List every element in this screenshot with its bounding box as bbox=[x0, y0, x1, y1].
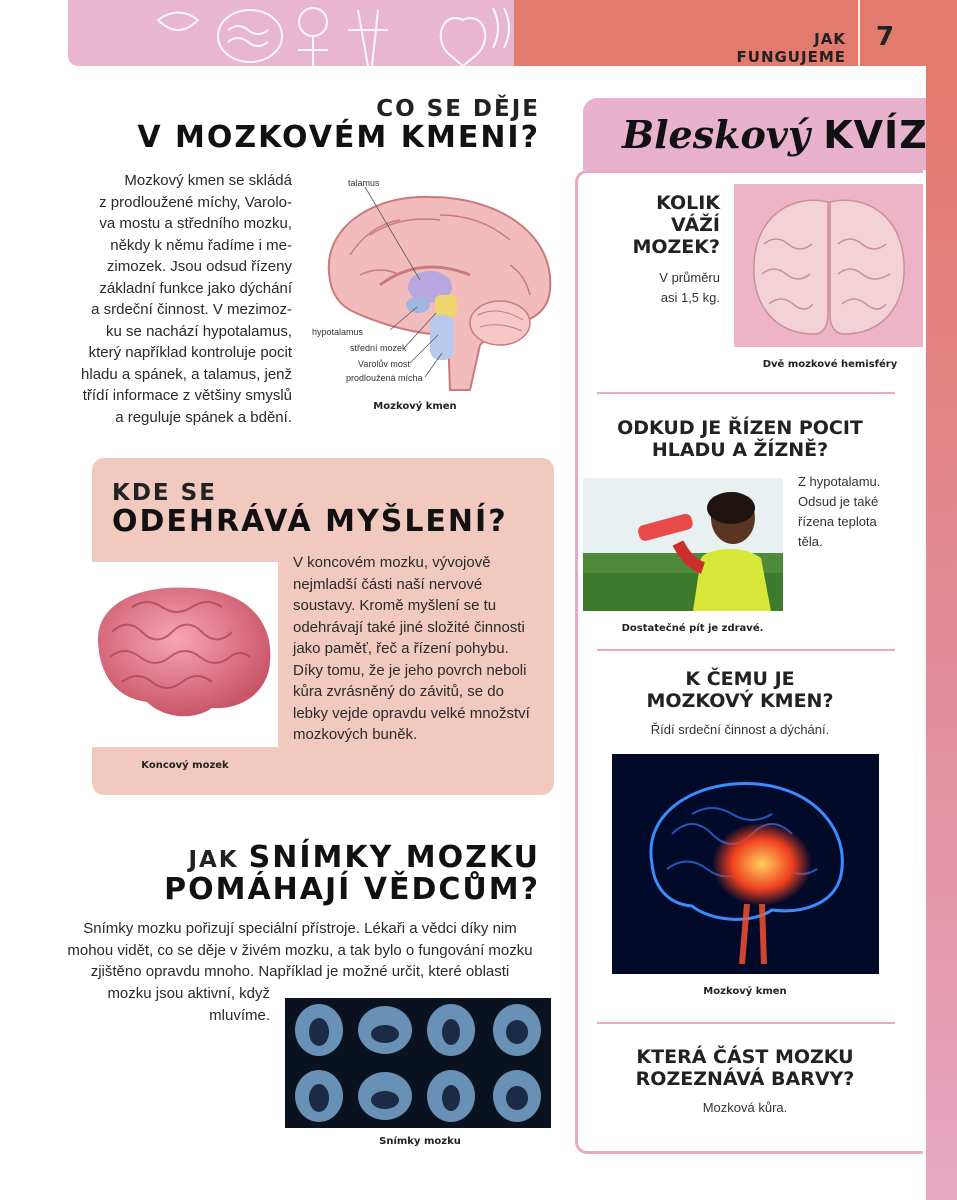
cerebrum-photo bbox=[92, 562, 278, 747]
brain-photo-icon bbox=[92, 562, 278, 747]
thinking-title-line2: ODEHRÁVÁ MYŠLENÍ? bbox=[112, 504, 508, 539]
thinking-title-line1: KDE SE bbox=[112, 480, 217, 506]
label-talamus: talamus bbox=[348, 178, 380, 188]
cerebrum-caption: Koncový mozek bbox=[141, 760, 229, 771]
boy-drinking-icon bbox=[583, 478, 783, 611]
label-medulla: prodloužená mícha bbox=[346, 373, 423, 383]
scans-title-line1: JAK SNÍMKY MOZKU bbox=[188, 840, 540, 875]
anatomy-illustration-icon bbox=[68, 0, 514, 66]
glowing-brain-icon bbox=[612, 754, 879, 974]
hemispheres-caption: Dvě mozkové hemisféry bbox=[762, 359, 898, 370]
quiz-divider-1 bbox=[597, 392, 895, 394]
drinking-caption: Dostatečné pít je zdravé. bbox=[621, 623, 764, 634]
brainstem-diagram bbox=[310, 175, 560, 400]
quiz-q1-answer: V průměru asi 1,5 kg. bbox=[659, 270, 720, 305]
quiz-title: Bleskový KVÍZ bbox=[622, 112, 928, 157]
quiz-q3-question: K ČEMU JE MOZKOVÝ KMEN? bbox=[646, 668, 834, 712]
label-pons: Varolův most bbox=[358, 359, 410, 369]
quiz-divider-3 bbox=[597, 1022, 895, 1024]
mri-scans-icon bbox=[285, 998, 551, 1128]
brainstem-glow-caption: Mozkový kmen bbox=[703, 986, 787, 997]
thinking-text: V koncovém mozku, vývojově nejmladší části naší nervové soustavy. Kromě myšlení se tu odehrávají také jiné složité činnosti jako paměť, řeč a řízení pohybu. Díky tomu, že je jeho povrch neboli kůra zvrásněný do závitů, se do lebky vejde opravdu velké množství mozkových buněk. bbox=[293, 554, 530, 743]
brain-cross-section-icon bbox=[310, 175, 560, 400]
brainstem-caption: Mozkový kmen bbox=[373, 401, 457, 412]
header-separator bbox=[858, 0, 860, 66]
brainstem-text: Mozkový kmen se skládá z prodloužené míchy, Varolo- va mostu a středního mozku, někdy k němu řadíme i me- zimozek. Jsou odsud řízeny základní funkce jako dýchání a srdeční činnost. V mezimoz- ku se nachází hypotalamus, který například kontroluje pocit hladu a spánek, a talamus, jenž třídí informace z většiny smyslů a reguluje spánek a bdění. bbox=[81, 172, 292, 426]
quiz-q1-question: KOLIK VÁŽÍ MOZEK? bbox=[632, 192, 720, 258]
label-hypotalamus: hypotalamus bbox=[312, 327, 364, 337]
side-color-strip bbox=[926, 66, 957, 1200]
quiz-q4-answer: Mozková kůra. bbox=[702, 1100, 788, 1115]
section-label: JAK FUNGUJEME bbox=[736, 30, 846, 66]
scans-text: Snímky mozku pořizují speciální přístroje. Lékaři a vědci díky nim mohou vidět, co se děje v živém mozku, a tak bylo o fungování mozku zjištěno opravdu mnoho. Například je možné určit, které oblasti bbox=[67, 920, 533, 980]
brain-scans-photo bbox=[285, 998, 551, 1128]
page-number: 7 bbox=[876, 22, 895, 52]
quiz-q3-answer: Řídí srdeční činnost a dýchání. bbox=[650, 722, 830, 737]
brainstem-title-line2: V MOZKOVÉM KMENI? bbox=[137, 120, 540, 155]
scans-title-line2: POMÁHAJÍ VĚDCŮM? bbox=[164, 872, 540, 907]
scans-caption: Snímky mozku bbox=[379, 1136, 461, 1147]
quiz-q2-question: ODKUD JE ŘÍZEN POCIT HLADU A ŽÍZNĚ? bbox=[617, 417, 863, 461]
scans-text-end: mozku jsou aktivní, když mluvíme. bbox=[107, 985, 270, 1024]
brain-hemispheres-icon bbox=[734, 184, 923, 347]
brainstem-glow-photo bbox=[612, 754, 879, 974]
brainstem-title-line1: CO SE DĚJE bbox=[376, 96, 540, 122]
quiz-divider-2 bbox=[597, 649, 895, 651]
label-midbrain: střední mozek bbox=[350, 343, 407, 353]
drinking-photo bbox=[583, 478, 783, 611]
hemispheres-photo bbox=[734, 184, 923, 347]
header-pink-band bbox=[68, 0, 514, 66]
quiz-q2-answer: Z hypotalamu. Odsud je také řízena teplota těla. bbox=[798, 474, 881, 549]
quiz-q4-question: KTERÁ ČÁST MOZKU ROZEZNÁVÁ BARVY? bbox=[635, 1046, 855, 1090]
